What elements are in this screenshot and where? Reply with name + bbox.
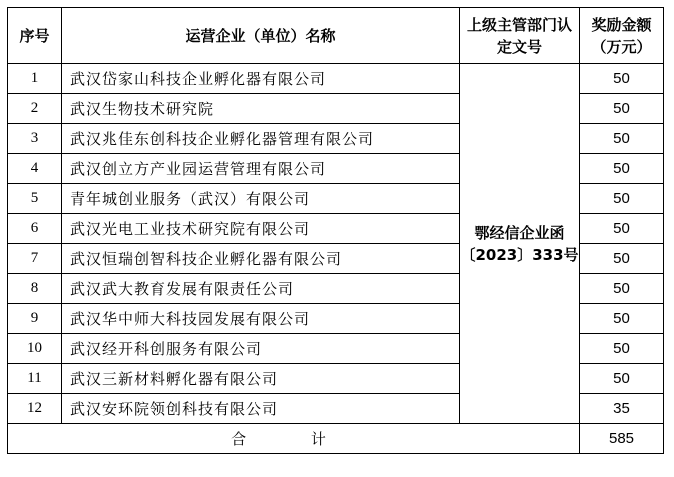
row-seq: 9 (8, 304, 62, 334)
row-amount: 50 (580, 154, 664, 184)
row-amount: 50 (580, 124, 664, 154)
row-seq: 1 (8, 64, 62, 94)
award-table (7, 7, 664, 454)
doc-number-line2: 〔2023〕333号 (460, 245, 579, 264)
row-amount: 50 (580, 214, 664, 244)
header-name: 运营企业（单位）名称 (62, 8, 460, 64)
row-amount: 50 (580, 334, 664, 364)
row-amount: 50 (580, 274, 664, 304)
row-name: 武汉三新材料孵化器有限公司 (62, 364, 460, 394)
total-label: 合 计 (8, 424, 580, 454)
row-seq: 5 (8, 184, 62, 214)
row-seq: 2 (8, 94, 62, 124)
header-seq: 序号 (8, 8, 62, 64)
row-seq: 4 (8, 154, 62, 184)
row-amount: 50 (580, 64, 664, 94)
row-amount: 50 (580, 184, 664, 214)
row-name: 武汉安环院领创科技有限公司 (62, 394, 460, 424)
row-amount: 50 (580, 364, 664, 394)
row-name: 武汉武大教育发展有限责任公司 (62, 274, 460, 304)
row-seq: 8 (8, 274, 62, 304)
doc-number-cell (460, 64, 580, 424)
row-name: 武汉创立方产业园运营管理有限公司 (62, 154, 460, 184)
row-seq: 12 (8, 394, 62, 424)
row-name: 武汉恒瑞创智科技企业孵化器有限公司 (62, 244, 460, 274)
row-seq: 10 (8, 334, 62, 364)
row-amount: 50 (580, 244, 664, 274)
header-amount: 奖励金额（万元） (580, 8, 664, 64)
row-name: 武汉经开科创服务有限公司 (62, 334, 460, 364)
total-amount: 585 (580, 424, 664, 454)
row-seq: 6 (8, 214, 62, 244)
row-name: 武汉华中师大科技园发展有限公司 (62, 304, 460, 334)
row-seq: 11 (8, 364, 62, 394)
row-amount: 50 (580, 94, 664, 124)
row-seq: 3 (8, 124, 62, 154)
row-name: 武汉兆佳东创科技企业孵化器管理有限公司 (62, 124, 460, 154)
doc-number-line1: 鄂经信企业函 (474, 223, 565, 242)
row-name: 青年城创业服务（武汉）有限公司 (62, 184, 460, 214)
row-name: 武汉生物技术研究院 (62, 94, 460, 124)
header-row (8, 8, 664, 64)
table-row (8, 64, 664, 94)
row-name: 武汉光电工业技术研究院有限公司 (62, 214, 460, 244)
row-amount: 35 (580, 394, 664, 424)
row-name: 武汉岱家山科技企业孵化器有限公司 (62, 64, 460, 94)
row-amount: 50 (580, 304, 664, 334)
row-seq: 7 (8, 244, 62, 274)
header-doc: 上级主管部门认定文号 (460, 8, 580, 64)
total-row (8, 424, 664, 454)
